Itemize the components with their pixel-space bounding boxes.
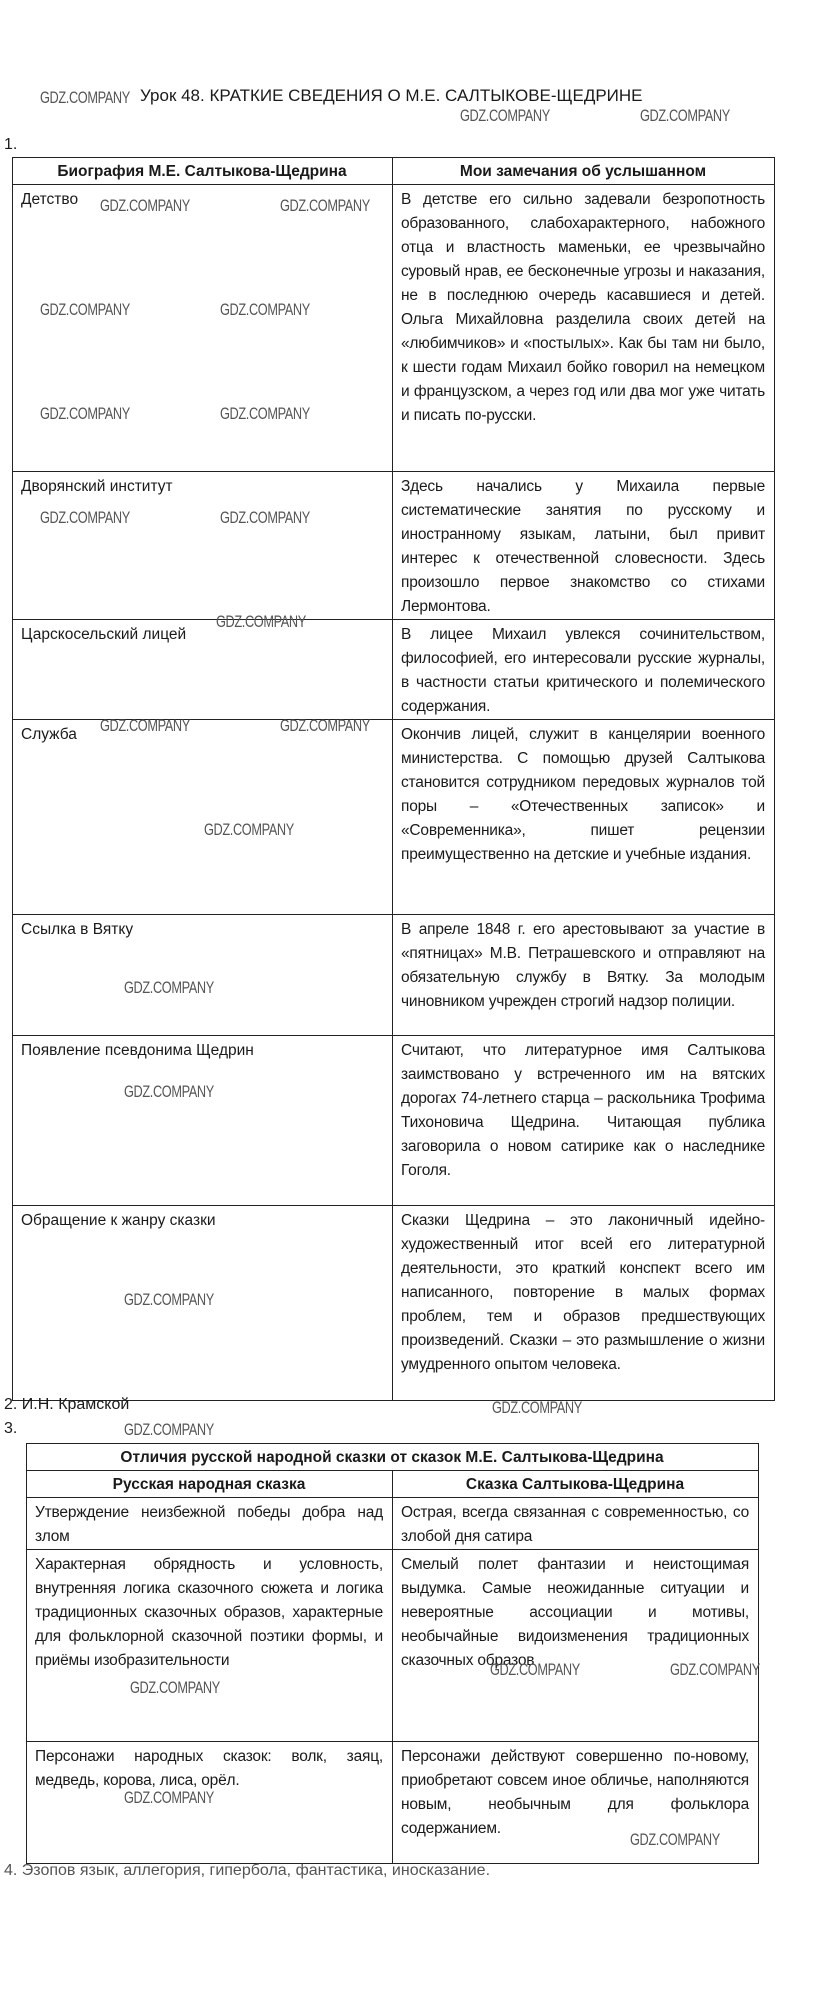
note: Сказки Щедрина – это лаконичный идейно-художественный итог всей его литературной деятельности, это краткий конспект всего им написанного, повторение в малых формах проблем, тем и образов предшествующих произведений. Сказки – это размышление о жизни умудренного опытом человека. [393, 1206, 775, 1401]
watermark: GDZ.COMPANY [100, 716, 190, 735]
shchedrin-cell: Острая, всегда связанная с современностью, со злобой дня сатира [393, 1498, 759, 1550]
table-row [13, 1036, 775, 1206]
stage: Детство [13, 185, 393, 472]
table-header [13, 158, 775, 185]
stage: Обращение к жанру сказки [13, 1206, 393, 1401]
table-row [13, 915, 775, 1036]
task-4-number: 4. [4, 1862, 18, 1879]
header-notes: Мои замечания об услышанном [393, 158, 775, 185]
stage: Ссылка в Вятку [13, 915, 393, 1036]
watermark: GDZ.COMPANY [460, 106, 550, 125]
watermark: GDZ.COMPANY [640, 106, 730, 125]
task-4-answer: Эзопов язык, аллегория, гипербола, фантастика, иносказание. [21, 1862, 491, 1879]
task-2 [4, 1396, 129, 1414]
folk-cell: Характерная обрядность и условность, внутренняя логика сказочного сюжета и логика традиционных сказочных образов, характерные для фольклорной сказочной поэтики формы, и приёмы изобразительности [27, 1550, 393, 1742]
watermark: GDZ.COMPANY [216, 612, 306, 631]
watermark: GDZ.COMPANY [124, 1082, 214, 1101]
watermark: GDZ.COMPANY [40, 404, 130, 423]
note: Считают, что литературное имя Салтыкова заимствовано у встреченного им на вятских дорогах 74-летнего старца – раскольника Трофима Тихоновича Щедрина. Читающая публика заговорила о новом сатирике как о наследнике Гоголя. [393, 1036, 775, 1206]
stage: Дворянский институт [13, 472, 393, 620]
watermark: GDZ.COMPANY [40, 508, 130, 527]
header-folk-tale: Русская народная сказка [27, 1471, 393, 1498]
table-row [13, 620, 775, 720]
header-shchedrin-tale: Сказка Салтыкова-Щедрина [393, 1471, 759, 1498]
header-biography: Биография М.Е. Салтыкова-Щедрина [13, 158, 393, 185]
note: Окончив лицей, служит в канцелярии военного министерства. С помощью друзей Салтыкова становится сотрудником передовых журналов той поры – «Отечественных записок» и «Современника», пишет рецензии преимущественно на детские и учебные издания. [393, 720, 775, 915]
watermark: GDZ.COMPANY [492, 1398, 582, 1417]
watermark: GDZ.COMPANY [124, 978, 214, 997]
watermark: GDZ.COMPANY [40, 88, 130, 107]
task-2-number: 2. [4, 1396, 18, 1413]
watermark: GDZ.COMPANY [124, 1290, 214, 1309]
table-row [13, 185, 775, 472]
watermark: GDZ.COMPANY [220, 508, 310, 527]
watermark: GDZ.COMPANY [124, 1788, 214, 1807]
watermark: GDZ.COMPANY [204, 820, 294, 839]
folk-cell: Утверждение неизбежной победы добра над злом [27, 1498, 393, 1550]
task-2-answer: И.Н. Крамской [21, 1396, 130, 1413]
watermark: GDZ.COMPANY [280, 196, 370, 215]
page-title: Урок 48. КРАТКИЕ СВЕДЕНИЯ О М.Е. САЛТЫКОВЕ-ЩЕДРИНЕ [140, 86, 643, 105]
watermark: GDZ.COMPANY [124, 1420, 214, 1439]
watermark: GDZ.COMPANY [670, 1660, 760, 1679]
table-row [13, 720, 775, 915]
stage: Служба [13, 720, 393, 915]
task-1-number: 1. [4, 136, 18, 153]
task-3-number: 3. [4, 1420, 18, 1437]
table-header [27, 1471, 759, 1498]
watermark: GDZ.COMPANY [130, 1678, 220, 1697]
note: В лицее Михаил увлекся сочинительством, философией, его интересовали русские журналы, в частности статьи критического и полемического содержания. [393, 620, 775, 720]
watermark: GDZ.COMPANY [220, 404, 310, 423]
watermark: GDZ.COMPANY [630, 1830, 720, 1849]
table-row [27, 1498, 759, 1550]
note: В апреле 1848 г. его арестовывают за участие в «пятницах» М.В. Петрашевского и отправляют на обязательную службу в Вятку. За молодым чиновником учрежден строгий надзор полиции. [393, 915, 775, 1036]
biography-table [12, 157, 775, 1401]
task-4 [4, 1862, 490, 1880]
stage: Царскосельский лицей [13, 620, 393, 720]
folk-cell: Персонажи народных сказок: волк, заяц, медведь, корова, лиса, орёл. [27, 1742, 393, 1864]
note: В детстве его сильно задевали безропотность образованного, слабохарактерного, набожного отца и властность маменьки, ее чрезвычайно суровый нрав, ее бесконечные угрозы и наказания, не в последнюю очередь касавшиеся и детей. Ольга Михайловна разделила своих детей на «любимчиков» и «постылых». Как бы там ни было, к шести годам Михаил бойко говорил на немецком и французском, а через год или два мог уже читать и писать по-русски. [393, 185, 775, 472]
watermark: GDZ.COMPANY [220, 300, 310, 319]
note: Здесь начались у Михаила первые систематические занятия по русскому и иностранному языкам, латыни, был привит интерес к отечественной словесности. Здесь произошло первое знакомство со стихами Лермонтова. [393, 472, 775, 620]
shchedrin-cell: Смелый полет фантазии и неистощимая выдумка. Самые неожиданные ситуации и невероятные ассоциации и мотивы, необычайные видоизменения традиционных сказочных образов [393, 1550, 759, 1742]
table-row [13, 472, 775, 620]
watermark: GDZ.COMPANY [280, 716, 370, 735]
shchedrin-cell: Персонажи действуют совершенно по-новому, приобретают совсем иное обличье, наполняются новым, необычным для фольклора содержанием. [393, 1742, 759, 1864]
watermark: GDZ.COMPANY [490, 1660, 580, 1679]
watermark: GDZ.COMPANY [40, 300, 130, 319]
stage: Появление псевдонима Щедрин [13, 1036, 393, 1206]
table-caption: Отличия русской народной сказки от сказок М.Е. Салтыкова-Щедрина [27, 1444, 759, 1471]
watermark: GDZ.COMPANY [100, 196, 190, 215]
table-row [27, 1550, 759, 1742]
